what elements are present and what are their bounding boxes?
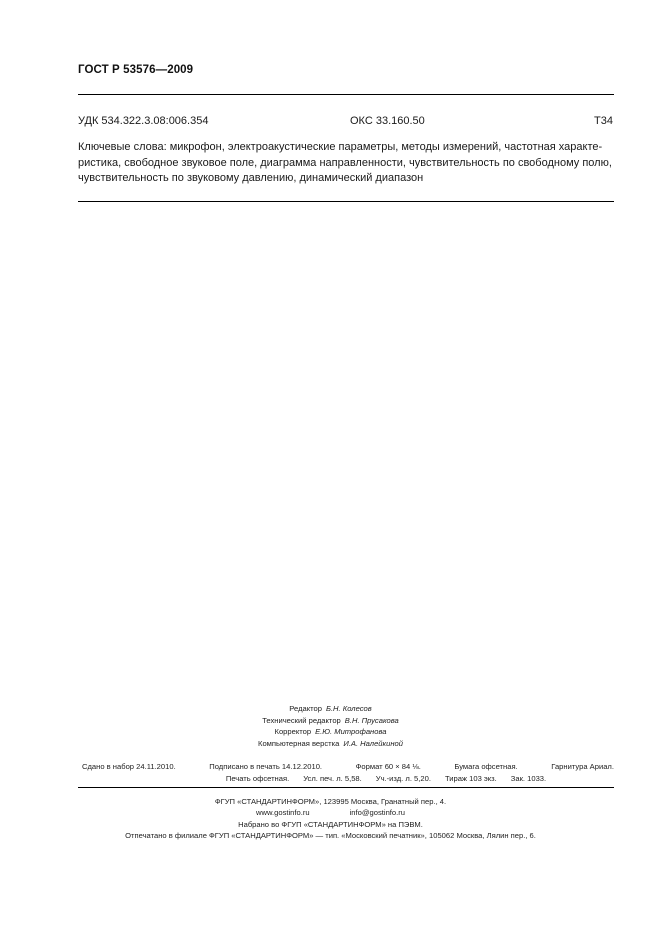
keywords-line-1: Ключевые слова: микрофон, электроакустические параметры, методы измерений, частотная характе- [78, 141, 603, 153]
usl-sheets: Усл. печ. л. 5,58. [303, 773, 362, 783]
format: Формат 60 × 84 ⅛. [355, 762, 421, 771]
oks-code: ОКС 33.160.50 [350, 115, 425, 127]
group-code: Т34 [594, 115, 613, 127]
imprint-divider [78, 787, 614, 788]
paper: Бумага офсетная. [454, 762, 518, 771]
publisher-address: ФГУП «СТАНДАРТИНФОРМ», 123995 Москва, Гранатный пер., 4. [214, 797, 447, 806]
printed-note: Отпечатано в филиале ФГУП «СТАНДАРТИНФОРМ» — тип. «Московский печатник», 105062 Москва, Лялин пер., 6. [125, 831, 536, 841]
publisher-contacts [0, 807, 661, 818]
imprint-block [78, 761, 614, 784]
signed-date: Подписано в печать 14.12.2010. [209, 762, 323, 771]
udk-code: УДК 534.322.3.08:006.354 [78, 115, 209, 127]
publisher-email[interactable]: info@gostinfo.ru [349, 808, 406, 818]
publisher-block [0, 796, 661, 842]
keywords-block [78, 140, 616, 187]
order-number: Зак. 1033. [510, 773, 547, 783]
imprint-row-1 [78, 761, 614, 773]
credits-block [0, 703, 661, 749]
submitted-date: Сдано в набор 24.11.2010. [82, 762, 176, 771]
keywords-line-3: чувствительность по звуковому давлению, динамический диапазон [78, 172, 424, 184]
imprint-row-2 [78, 773, 614, 785]
uch-sheets: Уч.-изд. л. 5,20. [375, 773, 431, 783]
credit-layout: Компьютерная верстка И.А. Налейкиной [258, 738, 403, 748]
print-method: Печать офсетная. [225, 773, 290, 783]
header-divider [78, 94, 614, 95]
typeset-note: Набрано во ФГУП «СТАНДАРТИНФОРМ» на ПЭВМ. [238, 819, 423, 829]
keywords-line-2: ристика, свободное звуковое поле, диаграмма направленности, чувствительность по свободному полю, [78, 156, 612, 169]
keywords-divider [78, 201, 614, 202]
typeface: Гарнитура Ариал. [551, 762, 614, 771]
credit-proofreader: Корректор Е.Ю. Митрофанова [274, 727, 387, 737]
document-id: ГОСТ Р 53576—2009 [78, 64, 194, 76]
publisher-website[interactable]: www.gostinfo.ru [255, 808, 310, 818]
credit-tech-editor: Технический редактор В.Н. Прусакова [262, 715, 399, 725]
credit-editor: Редактор Б.Н. Колесов [289, 704, 372, 713]
print-run: Тираж 103 экз. [444, 773, 497, 783]
